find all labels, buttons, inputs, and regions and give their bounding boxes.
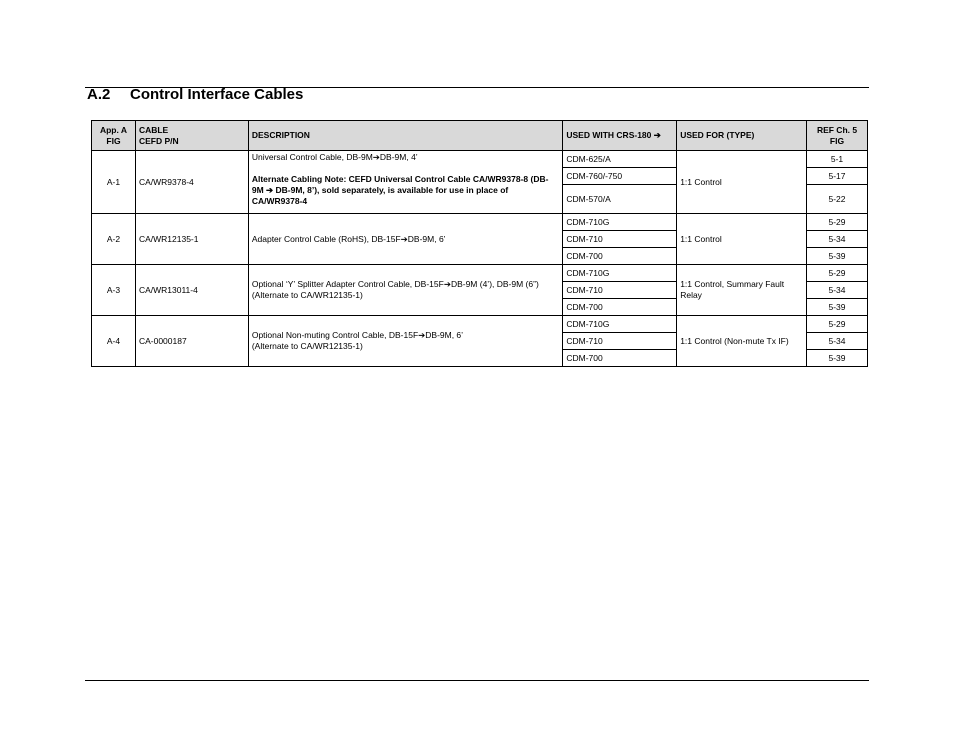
header-used-for: USED FOR (TYPE) (677, 121, 807, 151)
model-cell: CDM-710G (563, 214, 677, 231)
model-cell: CDM-710 (563, 231, 677, 248)
model-cell: CDM-700 (563, 350, 677, 367)
model-cell: CDM-710 (563, 282, 677, 299)
used-for-cell: 1:1 Control (677, 151, 807, 214)
table-header-row (92, 121, 868, 151)
ref-cell: 5-22 (807, 185, 868, 214)
header-app-a-fig: App. A FIG (92, 121, 136, 151)
fig-cell: A-3 (92, 265, 136, 316)
model-cell: CDM-700 (563, 299, 677, 316)
model-cell: CDM-710G (563, 316, 677, 333)
description-cell: Adapter Control Cable (RoHS), DB-15F➔DB-9M, 6’ (248, 214, 563, 265)
pn-cell: CA/WR9378-4 (135, 151, 248, 214)
footer-rule (85, 680, 869, 681)
pn-cell: CA-0000187 (135, 316, 248, 367)
ref-cell: 5-39 (807, 299, 868, 316)
ref-cell: 5-1 (807, 151, 868, 168)
model-cell: CDM-700 (563, 248, 677, 265)
fig-cell: A-1 (92, 151, 136, 214)
pn-cell: CA/WR12135-1 (135, 214, 248, 265)
model-cell: CDM-625/A (563, 151, 677, 168)
table-row (92, 151, 868, 168)
control-cables-table (91, 120, 868, 367)
header-ref-fig: REF Ch. 5 FIG (807, 121, 868, 151)
pn-cell: CA/WR13011-4 (135, 265, 248, 316)
table-row (92, 265, 868, 282)
used-for-cell: 1:1 Control (Non-mute Tx IF) (677, 316, 807, 367)
ref-cell: 5-29 (807, 316, 868, 333)
model-cell: CDM-760/-750 (563, 168, 677, 185)
table-row (92, 316, 868, 333)
ref-cell: 5-39 (807, 350, 868, 367)
model-cell: CDM-710 (563, 333, 677, 350)
fig-cell: A-4 (92, 316, 136, 367)
ref-cell: 5-29 (807, 265, 868, 282)
section-title: Control Interface Cables (130, 86, 304, 103)
description-cell: Universal Control Cable, DB-9M➔DB-9M, 4’ Alternate Cabling Note: CEFD Universal Control Cable CA/WR9378-8 (DB-9M ➔ DB-9M, 8’), sold separately, is available for use in place of CA/WR9378-4 (248, 151, 563, 214)
table-row (92, 214, 868, 231)
used-for-cell: 1:1 Control (677, 214, 807, 265)
description-cell: Optional Non-muting Control Cable, DB-15F➔DB-9M, 6’ (Alternate to CA/WR12135-1) (248, 316, 563, 367)
ref-cell: 5-34 (807, 231, 868, 248)
section-heading (87, 86, 303, 103)
model-cell: CDM-710G (563, 265, 677, 282)
ref-cell: 5-34 (807, 282, 868, 299)
fig-cell: A-2 (92, 214, 136, 265)
section-number: A.2 (87, 86, 111, 103)
header-used-with: USED WITH CRS-180 ➔ (563, 121, 677, 151)
ref-cell: 5-39 (807, 248, 868, 265)
ref-cell: 5-17 (807, 168, 868, 185)
ref-cell: 5-29 (807, 214, 868, 231)
ref-cell: 5-34 (807, 333, 868, 350)
used-for-cell: 1:1 Control, Summary Fault Relay (677, 265, 807, 316)
model-cell: CDM-570/A (563, 185, 677, 214)
description-cell: Optional ‘Y’ Splitter Adapter Control Cable, DB-15F➔DB-9M (4’), DB-9M (6”) (Alternate to CA/WR12135-1) (248, 265, 563, 316)
header-description: DESCRIPTION (248, 121, 563, 151)
header-cable-pn: CABLE CEFD P/N (135, 121, 248, 151)
alternate-cabling-note: Alternate Cabling Note: CEFD Universal Control Cable CA/WR9378-8 (DB-9M ➔ DB-9M, 8’), sold separately, is available for use in place of CA/WR9378-4 (251, 174, 549, 206)
